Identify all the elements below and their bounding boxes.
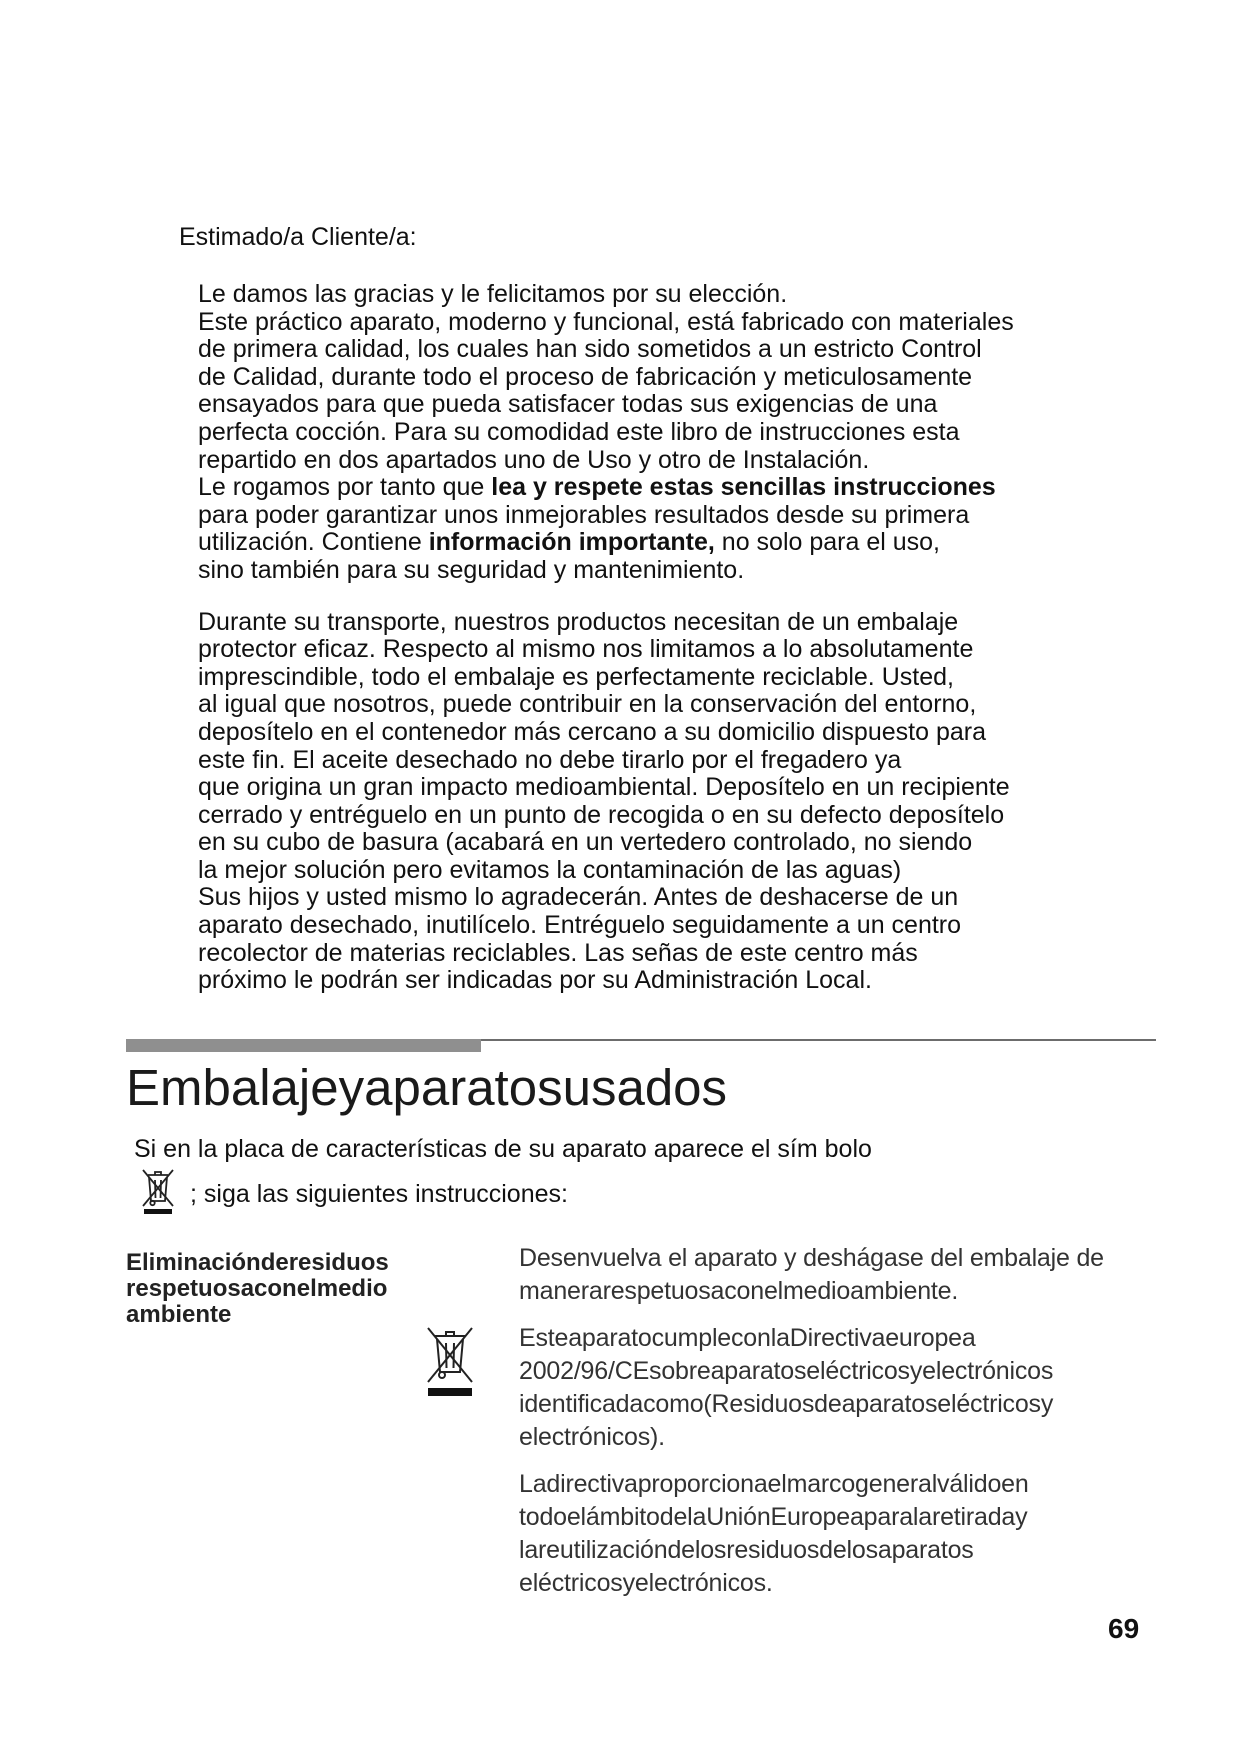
intro-text-segment: no solo para el uso, — [714, 528, 940, 557]
paragraph-gap — [198, 585, 1078, 609]
intro-line: para poder garantizar unos inmejorables resultados desde su primera — [198, 500, 970, 529]
disposal-paragraph — [519, 1242, 1159, 1308]
disposal-paragraph — [519, 1322, 1159, 1454]
intro-text-segment: utilización. Contiene — [198, 528, 429, 557]
page-number: 69 — [1108, 1613, 1140, 1644]
section-divider-accent — [126, 1039, 481, 1052]
transport-line: Durante su transporte, nuestros productos necesitan de un embalaje — [198, 607, 959, 636]
crossed-out-wheelie-bin-icon — [138, 1166, 178, 1216]
transport-line: protector eficaz. Respecto al mismo nos limitamos a lo absolutamente — [198, 635, 974, 664]
intro-line: ensayados para que pueda satisfacer todas sus exigencias de una — [198, 390, 938, 419]
transport-line: al igual que nosotros, puede contribuir en la conservación del entorno, — [198, 690, 977, 719]
symbol-instruction-text: ; siga las siguientes instrucciones: — [190, 1180, 568, 1208]
disposal-line: EsteaparatocumpleconlaDirectivaeuropea — [519, 1324, 976, 1352]
transport-line: aparato desechado, inutilícelo. Entréguelo seguidamente a un centro — [198, 911, 962, 940]
transport-line: que origina un gran impacto medioambiental. Deposítelo en un recipiente — [198, 773, 1010, 802]
transport-line: deposítelo en el contenedor más cercano a su domicilio dispuesto para — [198, 717, 986, 746]
intro-bold-segment: lea y respete estas sencillas instrucciones — [491, 473, 996, 502]
disposal-heading-line: respetuosaconelmedio — [126, 1275, 388, 1302]
disposal-line: Ladirectivaproporcionaelmarcogeneralválidoen — [519, 1470, 1029, 1498]
transport-line: este fin. El aceite desechado no debe tirarlo por el fregadero ya — [198, 745, 902, 774]
transport-line: imprescindible, todo el embalaje es perfectamente reciclable. Usted, — [198, 662, 954, 691]
intro-line: Este práctico aparato, moderno y funcional, está fabricado con materiales — [198, 307, 1014, 336]
intro-line: repartido en dos apartados uno de Uso y otro de Instalación. — [198, 445, 870, 474]
intro-bold-segment: información importante, — [428, 528, 715, 557]
disposal-body — [519, 1242, 1159, 1614]
transport-line: próximo le podrán ser indicadas por su Administración Local. — [198, 966, 872, 995]
disposal-line: 2002/96/CEsobreaparatoseléctricosyelectrónicos — [519, 1357, 1054, 1385]
intro-line: de primera calidad, los cuales han sido sometidos a un estricto Control — [198, 335, 982, 364]
transport-line: en su cubo de basura (acabará en un vertedero controlado, no siendo — [198, 828, 973, 857]
intro-text-segment: Le rogamos por tanto que — [198, 473, 492, 502]
crossed-out-wheelie-bin-icon — [422, 1322, 478, 1398]
transport-line: recolector de materias reciclables. Las señas de este centro más — [198, 938, 918, 967]
intro-line: de Calidad, durante todo el proceso de fabricación y meticulosamente — [198, 362, 973, 391]
intro-line — [198, 529, 1078, 557]
disposal-line: identificadacomo(Residuosdeaparatoseléctricosy — [519, 1390, 1054, 1418]
transport-line: la mejor solución pero evitamos la contaminación de las aguas) — [198, 855, 902, 884]
section-title: Embalajeyaparatosusados — [126, 1059, 728, 1116]
disposal-line: Desenvuelva el aparato y deshágase del embalaje de — [519, 1244, 1104, 1272]
greeting: Estimado/a Cliente/a: — [179, 223, 417, 251]
disposal-line: manerarespetuosaconelmedioambiente. — [519, 1277, 959, 1305]
intro-line: perfecta cocción. Para su comodidad este libro de instrucciones esta — [198, 417, 960, 446]
disposal-paragraph — [519, 1468, 1159, 1600]
disposal-line: eléctricosyelectrónicos. — [519, 1569, 773, 1597]
disposal-heading-line: Eliminaciónderesiduos — [126, 1249, 389, 1276]
transport-line: cerrado y entréguelo en un punto de recogida o en su defecto deposítelo — [198, 800, 1005, 829]
disposal-line: todoelámbitodelaUniónEuropeaparalaretiraday — [519, 1503, 1028, 1531]
symbol-instruction: Si en la placa de características de su aparato aparece el sím bolo — [134, 1135, 872, 1163]
intro-text — [198, 281, 1078, 995]
symbol-instruction-line — [138, 1166, 568, 1216]
disposal-heading-line: ambiente — [126, 1301, 232, 1328]
transport-line: Sus hijos y usted mismo lo agradecerán. Antes de deshacerse de un — [198, 883, 959, 912]
disposal-line: electrónicos). — [519, 1423, 665, 1451]
intro-line: sino también para su seguridad y mantenimiento. — [198, 555, 745, 584]
disposal-heading — [126, 1250, 446, 1328]
disposal-line: lareutilizacióndelosresiduosdelosaparatos — [519, 1536, 974, 1564]
intro-line — [198, 474, 1078, 502]
intro-line: Le damos las gracias y le felicitamos por su elección. — [198, 280, 788, 308]
